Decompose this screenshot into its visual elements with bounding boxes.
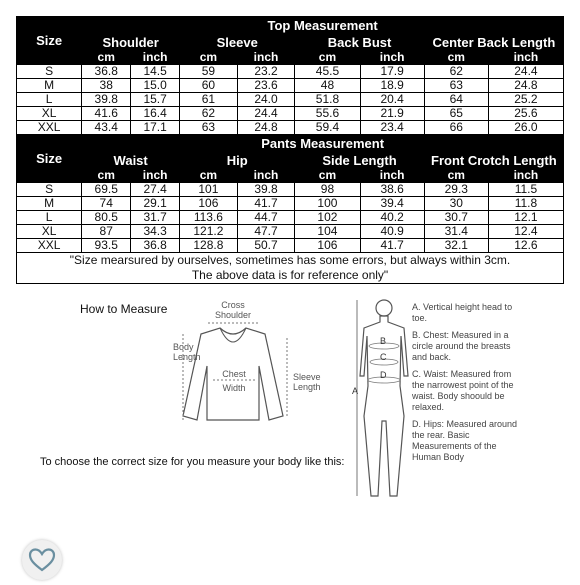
value-cell: 17.1: [131, 121, 180, 135]
figure-label-d: D: [380, 370, 387, 380]
value-cell: 15.0: [131, 79, 180, 93]
width-label: Width: [222, 383, 246, 393]
value-cell: 24.4: [488, 65, 563, 79]
group-header: Back Bust: [295, 34, 424, 51]
value-cell: 24.8: [237, 121, 295, 135]
value-cell: 23.4: [360, 121, 424, 135]
value-cell: 102: [295, 211, 360, 225]
sleeve-label: Sleeve: [293, 372, 321, 382]
value-cell: 16.4: [131, 107, 180, 121]
group-header: Center Back Length: [424, 34, 563, 51]
size-cell: L: [17, 211, 82, 225]
legend-item-b: B. Chest: Measured in a circle around the breasts and back.: [412, 330, 511, 362]
value-cell: 29.3: [424, 183, 488, 197]
value-cell: 64: [424, 93, 488, 107]
unit-header: cm: [82, 169, 131, 183]
note-line-1: "Size mearsured by ourselves, sometimes has some errors, but always within 3cm.: [69, 253, 511, 267]
value-cell: 24.4: [237, 107, 295, 121]
unit-header: inch: [360, 51, 424, 65]
value-cell: 128.8: [180, 239, 238, 253]
pants-measurement-table: [16, 134, 564, 284]
favorite-button[interactable]: [22, 540, 62, 580]
measurement-legend: [412, 302, 522, 469]
value-cell: 23.6: [237, 79, 295, 93]
table-row: [17, 65, 564, 79]
value-cell: 11.5: [488, 183, 563, 197]
unit-header: cm: [295, 169, 360, 183]
top-measurement-table: [16, 16, 564, 135]
table-row: [17, 197, 564, 211]
unit-header: inch: [488, 169, 563, 183]
value-cell: 60: [180, 79, 238, 93]
unit-header: cm: [82, 51, 131, 65]
value-cell: 66: [424, 121, 488, 135]
value-cell: 40.9: [360, 225, 424, 239]
table-row: [17, 93, 564, 107]
table-row: [17, 79, 564, 93]
value-cell: 80.5: [82, 211, 131, 225]
value-cell: 47.7: [237, 225, 295, 239]
value-cell: 39.4: [360, 197, 424, 211]
unit-header: cm: [180, 169, 238, 183]
table-row: [17, 183, 564, 197]
size-cell: XXL: [17, 121, 82, 135]
measure-guide: [0, 290, 580, 580]
table-row: [17, 239, 564, 253]
value-cell: 23.2: [237, 65, 295, 79]
value-cell: 38: [82, 79, 131, 93]
size-header: Size: [17, 17, 82, 65]
value-cell: 98: [295, 183, 360, 197]
table-title: Pants Measurement: [82, 135, 564, 152]
legend-item-c: C. Waist: Measured from the narrowest point of the waist. Body shoould be relaxed.: [412, 369, 514, 412]
value-cell: 29.1: [131, 197, 180, 211]
sleeve-length-label: Length: [293, 382, 321, 392]
value-cell: 38.6: [360, 183, 424, 197]
value-cell: 25.6: [488, 107, 563, 121]
group-header: Waist: [82, 152, 180, 169]
group-header: Sleeve: [180, 34, 295, 51]
size-cell: S: [17, 65, 82, 79]
top-diagram: [165, 298, 335, 438]
value-cell: 65: [424, 107, 488, 121]
group-header: Front Crotch Length: [424, 152, 563, 169]
length-label: Length: [173, 352, 201, 362]
size-cell: S: [17, 183, 82, 197]
value-cell: 62: [180, 107, 238, 121]
value-cell: 30: [424, 197, 488, 211]
value-cell: 31.7: [131, 211, 180, 225]
value-cell: 43.4: [82, 121, 131, 135]
unit-header: cm: [180, 51, 238, 65]
value-cell: 87: [82, 225, 131, 239]
figure-label-b: B: [380, 336, 387, 346]
value-cell: 74: [82, 197, 131, 211]
value-cell: 55.6: [295, 107, 360, 121]
value-cell: 63: [424, 79, 488, 93]
note-line-2: The above data is for reference only": [191, 268, 389, 282]
value-cell: 93.5: [82, 239, 131, 253]
value-cell: 106: [180, 197, 238, 211]
value-cell: 14.5: [131, 65, 180, 79]
value-cell: 12.1: [488, 211, 563, 225]
value-cell: 24.8: [488, 79, 563, 93]
value-cell: 21.9: [360, 107, 424, 121]
value-cell: 51.8: [295, 93, 360, 107]
unit-header: inch: [360, 169, 424, 183]
table-row: [17, 211, 564, 225]
table-title: Top Measurement: [82, 17, 564, 34]
size-cell: XXL: [17, 239, 82, 253]
value-cell: 40.2: [360, 211, 424, 225]
value-cell: 30.7: [424, 211, 488, 225]
size-cell: L: [17, 93, 82, 107]
value-cell: 18.9: [360, 79, 424, 93]
value-cell: 39.8: [82, 93, 131, 107]
value-cell: 24.0: [237, 93, 295, 107]
heart-icon: [22, 540, 62, 580]
unit-header: inch: [237, 169, 295, 183]
value-cell: 11.8: [488, 197, 563, 211]
value-cell: 32.1: [424, 239, 488, 253]
value-cell: 104: [295, 225, 360, 239]
unit-header: inch: [488, 51, 563, 65]
legend-item-a: A. Vertical height head to toe.: [412, 302, 513, 323]
value-cell: 12.4: [488, 225, 563, 239]
value-cell: 59.4: [295, 121, 360, 135]
size-cell: M: [17, 79, 82, 93]
value-cell: 100: [295, 197, 360, 211]
value-cell: 12.6: [488, 239, 563, 253]
unit-header: cm: [295, 51, 360, 65]
value-cell: 34.3: [131, 225, 180, 239]
group-header: Side Length: [295, 152, 424, 169]
how-to-measure-heading: How to Measure: [80, 302, 168, 316]
value-cell: 44.7: [237, 211, 295, 225]
value-cell: 121.2: [180, 225, 238, 239]
size-header: Size: [17, 135, 82, 183]
cross-label-1: Cross: [221, 300, 245, 310]
table-row: [17, 107, 564, 121]
value-cell: 41.6: [82, 107, 131, 121]
reference-note: [17, 253, 564, 284]
value-cell: 61: [180, 93, 238, 107]
value-cell: 69.5: [82, 183, 131, 197]
value-cell: 36.8: [82, 65, 131, 79]
value-cell: 25.2: [488, 93, 563, 107]
value-cell: 59: [180, 65, 238, 79]
chest-label: Chest: [222, 369, 246, 379]
shoulder-label: Shoulder: [214, 310, 252, 320]
size-cell: XL: [17, 225, 82, 239]
value-cell: 45.5: [295, 65, 360, 79]
group-header: Shoulder: [82, 34, 180, 51]
group-header: Hip: [180, 152, 295, 169]
value-cell: 63: [180, 121, 238, 135]
figure-label-a: A: [352, 386, 359, 396]
head: [376, 300, 392, 316]
value-cell: 106: [295, 239, 360, 253]
value-cell: 48: [295, 79, 360, 93]
value-cell: 62: [424, 65, 488, 79]
value-cell: 41.7: [237, 197, 295, 211]
size-chart: [16, 16, 564, 284]
value-cell: 31.4: [424, 225, 488, 239]
unit-header: inch: [237, 51, 295, 65]
value-cell: 15.7: [131, 93, 180, 107]
value-cell: 27.4: [131, 183, 180, 197]
table-row: [17, 225, 564, 239]
size-cell: M: [17, 197, 82, 211]
body-label: Body: [173, 342, 194, 352]
value-cell: 39.8: [237, 183, 295, 197]
choose-size-instruction: To choose the correct size for you measure your body like this:: [40, 456, 345, 468]
value-cell: 36.8: [131, 239, 180, 253]
unit-header: inch: [131, 169, 180, 183]
size-cell: XL: [17, 107, 82, 121]
value-cell: 41.7: [360, 239, 424, 253]
value-cell: 50.7: [237, 239, 295, 253]
value-cell: 101: [180, 183, 238, 197]
value-cell: 20.4: [360, 93, 424, 107]
unit-header: cm: [424, 169, 488, 183]
legend-item-d: D. Hips: Measured around the rear. Basic Measurements of the Human Body: [412, 419, 518, 462]
table-row: [17, 121, 564, 135]
value-cell: 113.6: [180, 211, 238, 225]
unit-header: inch: [131, 51, 180, 65]
value-cell: 17.9: [360, 65, 424, 79]
neckline: [220, 328, 246, 342]
figure-label-c: C: [380, 352, 387, 362]
unit-header: cm: [424, 51, 488, 65]
value-cell: 26.0: [488, 121, 563, 135]
